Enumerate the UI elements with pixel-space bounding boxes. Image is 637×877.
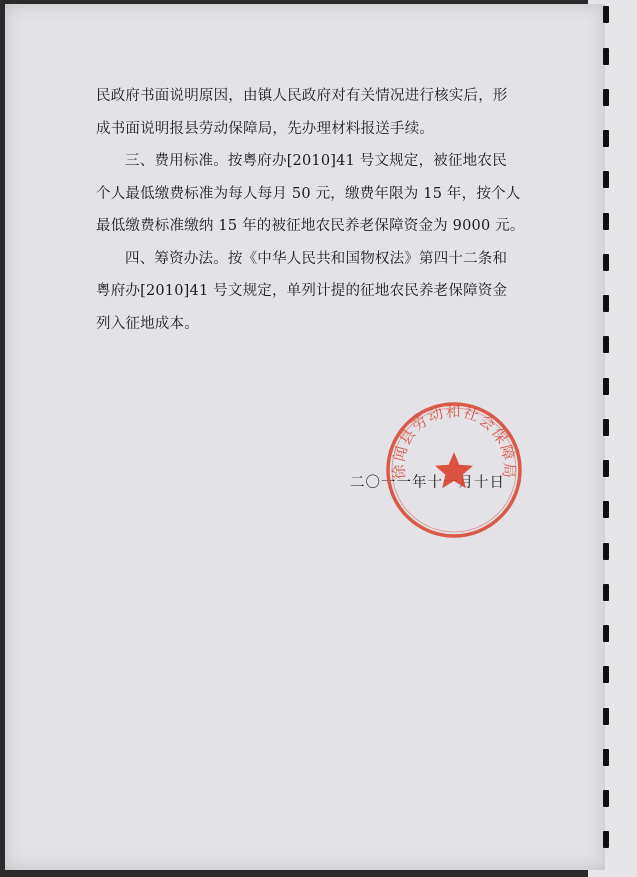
paragraph-funding <box>96 243 528 341</box>
official-seal <box>384 400 524 540</box>
binding-hole <box>603 543 609 560</box>
binding-hole <box>603 708 609 725</box>
binding-hole <box>603 419 609 436</box>
document-body <box>96 80 528 340</box>
binding-hole <box>603 666 609 683</box>
binding-hole <box>603 254 609 271</box>
binding-hole <box>603 295 609 312</box>
text-line: 民政府书面说明原因，由镇人民政府对有关情况进行核实后，形 <box>96 88 508 104</box>
binding-hole <box>603 336 609 353</box>
paragraph-continued <box>96 80 528 145</box>
text-line: 最低缴费标准缴纳 15 年的被征地农民养老保障资金为 9000 元。 <box>96 218 525 234</box>
text-line: 成书面说明报县劳动保障局，先办理材料报送手续。 <box>96 120 435 137</box>
text-line: 粤府办[2010]41 号文规定，单列计提的征地农民养老保障资金 <box>96 283 508 299</box>
text-line: 三、费用标准。按粤府办[2010]41 号文规定，被征地农民 <box>125 153 507 169</box>
seal-text: 徐闻县劳动和社会保障局 <box>389 402 519 481</box>
binding-hole <box>603 749 609 766</box>
text-line: 列入征地成本。 <box>96 315 199 332</box>
binding-hole <box>603 48 609 65</box>
binding-hole <box>603 89 609 106</box>
binding-hole <box>603 460 609 477</box>
binding-hole <box>603 790 609 807</box>
binding-hole <box>603 6 609 23</box>
paragraph-fee-standard <box>96 145 528 243</box>
binding-hole <box>603 584 609 601</box>
binding-hole <box>603 625 609 642</box>
binding-hole <box>603 501 609 518</box>
binding-hole <box>603 130 609 147</box>
star-icon <box>435 452 473 488</box>
binding-hole <box>603 831 609 848</box>
text-line: 个人最低缴费标准为每人每月 50 元，缴费年限为 15 年，按个人 <box>96 185 521 202</box>
binding-hole <box>603 171 609 188</box>
binding-hole <box>603 378 609 395</box>
binding-hole <box>603 213 609 230</box>
document-date: 二〇一一年十一月十日 <box>350 475 505 491</box>
text-line: 四、筹资办法。按《中华人民共和国物权法》第四十二条和 <box>125 250 508 267</box>
